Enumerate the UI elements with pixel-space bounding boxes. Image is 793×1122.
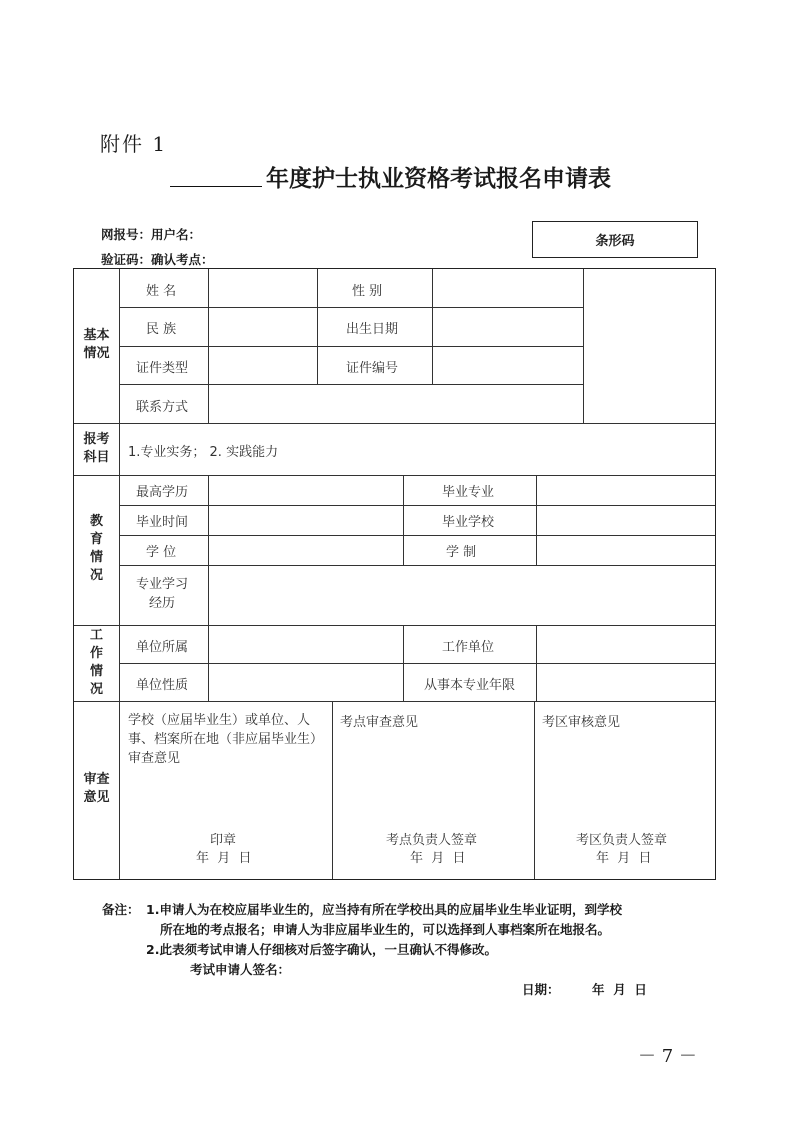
label-school: 毕业学校 [442, 515, 495, 530]
notes-item-1-cont: 所在地的考点报名；申请人为非应届毕业生的，可以选择到人事档案所在地报名。 [160, 922, 611, 937]
registration-line: 网报号：用户名： [101, 227, 202, 242]
label-id-type: 证件类型 [136, 361, 189, 376]
notes-label: 备注： [102, 902, 140, 917]
label-employer: 工作单位 [442, 640, 495, 655]
notes-item-2: 2.此表须考试申请人仔细核对后签字确认，一旦确认不得修改。 [146, 942, 497, 957]
col-line [208, 269, 209, 423]
label-unit-type: 单位性质 [136, 678, 189, 693]
row-line [119, 307, 583, 308]
col-line [536, 475, 537, 565]
label-study-history: 专业学习 经历 [136, 577, 189, 611]
section-line [74, 625, 715, 626]
date-label: 日期： [522, 982, 560, 997]
site-opinion: 考点审查意见 [340, 715, 419, 730]
col-line [403, 625, 404, 701]
seal-date: 年 月 日 [196, 851, 252, 866]
col-line [536, 625, 537, 701]
label-degree: 学 位 [146, 545, 177, 560]
label-duration: 学 制 [446, 545, 477, 560]
section-review: 审查 意见 [83, 772, 110, 805]
attachment-label: 附件 1 [100, 132, 168, 156]
seal-label: 印章 [210, 833, 237, 848]
site-date: 年 月 日 [410, 851, 466, 866]
label-affiliation: 单位所属 [136, 640, 189, 655]
page-number: － 7 － [638, 1046, 697, 1067]
year-blank-line [170, 186, 262, 187]
row-line [119, 346, 583, 347]
row-line [119, 384, 583, 385]
district-opinion: 考区审核意见 [542, 715, 621, 730]
district-date: 年 月 日 [596, 851, 652, 866]
section-line [74, 423, 715, 424]
date-value: 年 月 日 [592, 982, 647, 997]
site-sign-label: 考点负责人签章 [386, 833, 478, 848]
label-years: 从事本专业年限 [424, 678, 516, 693]
section-subjects: 报考 科目 [83, 432, 110, 465]
label-ethnicity: 民 族 [146, 322, 177, 337]
label-contact: 联系方式 [136, 400, 189, 415]
col-line [432, 269, 433, 384]
col-line [534, 701, 535, 879]
col-line [208, 475, 209, 625]
col-line [119, 701, 120, 879]
col-line [332, 701, 333, 879]
section-line [74, 701, 715, 702]
notes-item-1: 1.申请人为在校应届毕业生的，应当持有所在学校出具的应届毕业生毕业证明，到学校 [146, 902, 622, 917]
label-grad-time: 毕业时间 [136, 515, 189, 530]
section-line [74, 475, 715, 476]
col-line [403, 475, 404, 565]
subjects-text: 1.专业实务； 2. 实践能力 [128, 445, 279, 460]
label-highest-degree: 最高学历 [136, 485, 189, 500]
label-name: 姓 名 [146, 284, 177, 299]
section-work: 工 作 情 况 [89, 628, 103, 697]
col-line [317, 269, 318, 384]
school-opinion: 学校（应届毕业生）或单位、人事、档案所在地（非应届毕业生）审查意见 [128, 713, 324, 766]
barcode-box: 条形码 [532, 221, 698, 258]
label-id-number: 证件编号 [346, 361, 399, 376]
label-birthdate: 出生日期 [346, 322, 399, 337]
verification-line: 验证码：确认考点： [101, 252, 214, 267]
section-basic: 基本 情况 [83, 328, 110, 361]
col-line [119, 269, 120, 701]
form-table [73, 268, 716, 880]
label-major: 毕业专业 [442, 485, 495, 500]
col-line [208, 625, 209, 701]
applicant-signature-label: 考试申请人签名： [190, 962, 291, 977]
label-gender: 性 别 [352, 284, 383, 299]
district-sign-label: 考区负责人签章 [576, 833, 668, 848]
col-line [583, 269, 584, 423]
form-title: 年度护士执业资格考试报名申请表 [266, 166, 611, 192]
section-education: 教 育 情 况 [89, 514, 103, 583]
